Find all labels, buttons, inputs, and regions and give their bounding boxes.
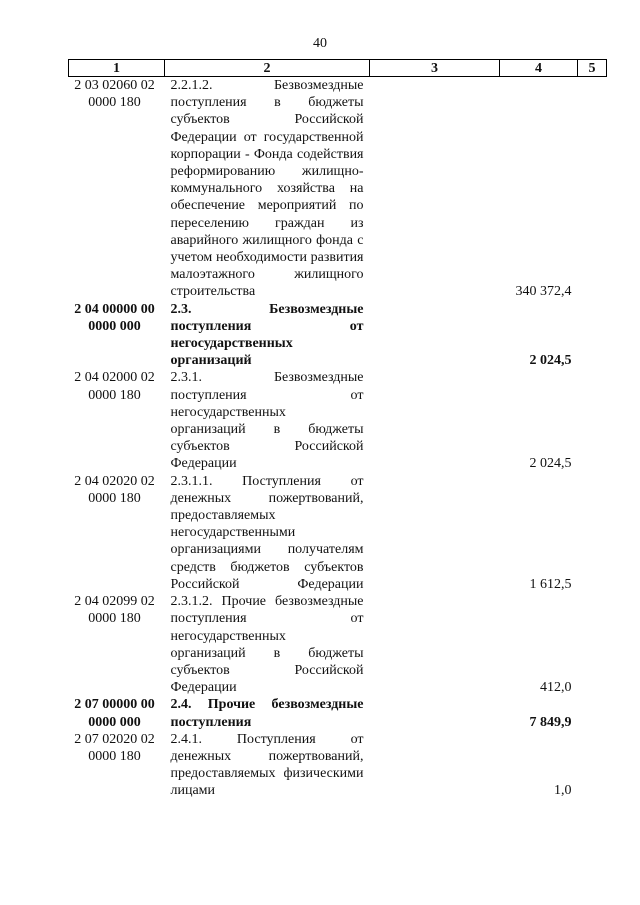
table-row	[69, 731, 607, 800]
row-col5-empty	[578, 77, 607, 301]
row-col3-empty	[370, 77, 500, 301]
row-col5-empty	[578, 301, 607, 370]
row-description: 2.4.1. Поступления от денежных пожертвований, предоставляемых физическими лицами	[170, 731, 364, 799]
row-amount: 2 024,5	[529, 456, 572, 472]
row-amount: 1,0	[554, 783, 572, 799]
table-header-row	[69, 60, 607, 77]
table-row	[69, 77, 607, 301]
row-description: 2.3. Безвозмездные поступления от негосударственных организаций	[170, 301, 364, 369]
row-col5-empty	[578, 473, 607, 593]
row-col3-empty	[370, 369, 500, 472]
budget-table	[68, 59, 607, 800]
column-header-3: 3	[370, 60, 500, 77]
table-row	[69, 593, 607, 696]
row-col3-empty	[370, 301, 500, 370]
row-amount: 340 372,4	[515, 284, 572, 300]
row-description: 2.2.1.2. Безвозмездные поступления в бюджеты субъектов Российской Федерации от государственной корпорации - Фонда содействия реформированию жилищно-коммунального хозяйства на обеспечение мероприятий по переселению граждан из аварийного жилищного фонда с учетом необходимости развития малоэтажного жилищного строительства	[170, 78, 364, 300]
row-amount: 2 024,5	[529, 353, 572, 369]
row-col3-empty	[370, 473, 500, 593]
row-code: 2 07 02020 02 0000 180	[74, 731, 155, 764]
row-amount: 412,0	[540, 680, 572, 696]
column-header-1: 1	[69, 60, 165, 77]
row-col5-empty	[578, 696, 607, 730]
row-description: 2.3.1. Безвозмездные поступления от негосударственных организаций в бюджеты субъектов Российской Федерации	[170, 370, 364, 472]
row-code: 2 04 02000 02 0000 180	[74, 370, 155, 403]
page-number: 40	[313, 36, 327, 51]
table-row	[69, 696, 607, 730]
column-header-4: 4	[500, 60, 578, 77]
row-description: 2.3.1.1. Поступления от денежных пожертвований, предоставляемых негосударственными организациями получателям средств бюджетов субъектов Российской Федерации	[170, 473, 364, 592]
row-code: 2 07 00000 00 0000 000	[74, 697, 155, 730]
column-header-2: 2	[165, 60, 370, 77]
row-code: 2 04 02020 02 0000 180	[74, 473, 155, 506]
row-description: 2.3.1.2. Прочие безвозмездные поступления от негосударственных организаций в бюджеты субъектов Российской Федерации	[170, 594, 364, 696]
row-code: 2 04 00000 00 0000 000	[74, 301, 155, 334]
row-code: 2 03 02060 02 0000 180	[74, 78, 155, 111]
row-col3-empty	[370, 593, 500, 696]
row-description: 2.4. Прочие безвозмездные поступления	[170, 697, 364, 730]
row-col5-empty	[578, 731, 607, 800]
table-row	[69, 301, 607, 370]
column-header-5: 5	[578, 60, 607, 77]
row-amount: 7 849,9	[529, 714, 572, 730]
table-row	[69, 369, 607, 472]
table-row	[69, 473, 607, 593]
row-col5-empty	[578, 369, 607, 472]
row-col5-empty	[578, 593, 607, 696]
row-col3-empty	[370, 696, 500, 730]
row-col3-empty	[370, 731, 500, 800]
row-amount: 1 612,5	[529, 576, 572, 592]
row-code: 2 04 02099 02 0000 180	[74, 594, 155, 627]
